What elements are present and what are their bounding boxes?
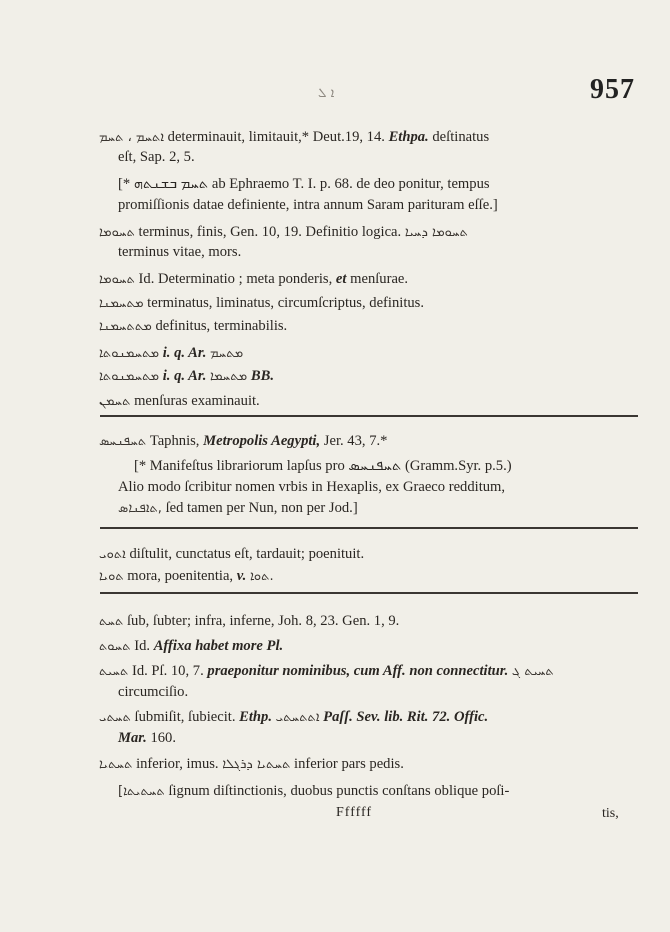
- entry-line-14: [* Manifeſtus librariorum lapſus pro ܬܚܦܢܚܣ (Gramm.Syr. p.5.): [134, 458, 512, 474]
- catchword: tis,: [602, 806, 619, 821]
- section-rule-3: [100, 592, 638, 594]
- section-rule-2: [100, 527, 638, 529]
- entry-line-16: ܬܐܦܢܐܣ, ſed tamen per Nun, non per Jod.]: [118, 500, 358, 516]
- entry-line-1: ܐܬܚܡ ، ܬܚܡ determinauit, limitauit,* Deut.19, 14. Ethpa. deſtinatus: [99, 129, 490, 145]
- page-number: 957: [590, 74, 635, 105]
- entry-line-26: [ܬܚܬܝܬܐ ſignum diſtinctionis, duobus punctis conſtans oblique poſi-: [118, 783, 510, 799]
- entry-line-10: ܡܬܚܡܢܘܬܐ i. q. Ar. ܡܬܚܡ: [99, 345, 244, 361]
- entry-line-23: ܬܚܬܝ ſubmiſit, ſubiecit. Ethp. ܐܬܬܚܬܝ Paſſ. Sev. lib. Rit. 72. Offic.: [99, 709, 489, 725]
- entry-line-21: ܬܚܝܬ Id. Pſ. 10, 7. praeponitur nominibus, cum Aff. non connectitur. ܬܚܝܬ ܓ: [99, 663, 554, 679]
- entry-line-3: [* ܬܚܡ ܒܫܢܬܗ ab Ephraemo T. I. p. 68. de deo ponitur, tempus: [118, 176, 490, 192]
- entry-line-15: Alio modo ſcribitur nomen vrbis in Hexaplis, ex Graeco redditum,: [118, 479, 506, 495]
- entry-line-17: ܐܬܘܝ diſtulit, cunctatus eſt, tardauit; poenituit.: [99, 546, 365, 562]
- entry-line-19: ܬܚܬ ſub, ſubter; infra, inferne, Joh. 8, 23. Gen. 1, 9.: [99, 613, 400, 629]
- entry-line-2: eſt, Sap. 2, 5.: [118, 149, 195, 165]
- running-head: ܐ ܠ: [318, 86, 335, 101]
- entry-line-20: ܬܚܘܬ Id. Affixa habet more Pl.: [99, 638, 284, 654]
- entry-line-25: ܬܚܬܝܐ inferior, imus. ܬܚܬܝܐ ܕܪܓܠܐ inferior pars pedis.: [99, 756, 404, 772]
- entry-line-7: ܬܚܘܡܐ Id. Determinatio ; meta ponderis, et menſurae.: [99, 271, 409, 287]
- signature-mark: Ffffff: [336, 805, 373, 820]
- entry-line-5: ܬܚܘܡܐ terminus, finis, Gen. 10, 19. Definitio logica. ܬܚܘܡܐ ܕܚܝܐ: [99, 224, 468, 240]
- entry-line-6: terminus vitae, mors.: [118, 244, 242, 260]
- entry-line-12: ܬܚܡܢ menſuras examinauit.: [99, 393, 260, 409]
- entry-line-18: ܬܘܝܐ mora, poenitentia, v. ܬܘܐ.: [99, 568, 274, 584]
- entry-line-22: circumciſio.: [118, 684, 189, 700]
- entry-line-8: ܡܬܚܡܢܐ terminatus, liminatus, circumſcriptus, definitus.: [99, 295, 424, 311]
- entry-line-11: ܡܬܚܡܢܘܬܐ i. q. Ar. ܡܬܚܡܐ BB.: [99, 368, 274, 384]
- entry-line-9: ܡܬܬܚܡܢܐ definitus, terminabilis.: [99, 318, 288, 334]
- entry-line-4: promiſſionis datae definiente, intra annum Saram parituram eſſe.]: [118, 197, 498, 213]
- entry-line-13: ܬܚܦܢܚܣ Taphnis, Metropolis Aegypti, Jer. 43, 7.*: [99, 433, 388, 449]
- entry-line-24: Mar. 160.: [118, 730, 176, 746]
- section-rule-1: [100, 415, 638, 417]
